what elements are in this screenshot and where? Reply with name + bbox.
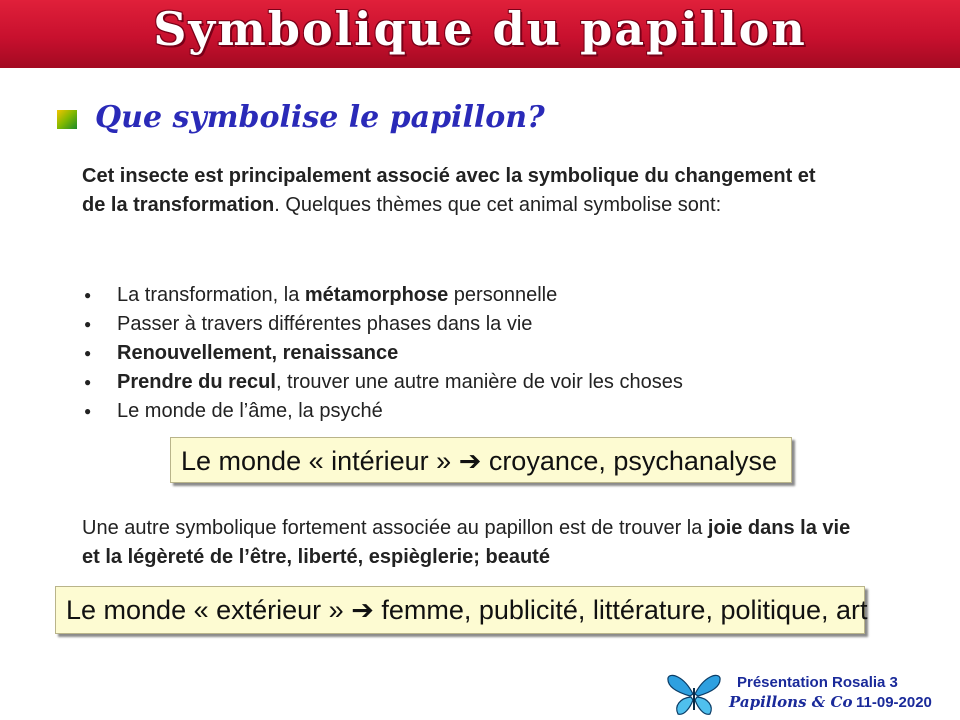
bullet-dot-icon: ● xyxy=(84,404,92,418)
theme-list xyxy=(82,281,683,426)
list-item xyxy=(82,281,683,310)
box-text: Le monde « intérieur » xyxy=(181,446,459,476)
para-text: Une autre symbolique fortement associée au papillon est de trouver la xyxy=(82,517,708,539)
box-text: croyance, psychanalyse xyxy=(481,446,777,476)
second-paragraph xyxy=(82,514,862,572)
inner-world-box xyxy=(170,437,792,483)
footer-presentation: Présentation Rosalia 3 xyxy=(737,674,898,691)
square-bullet-icon xyxy=(57,110,77,129)
item-bold: Renouvellement, renaissance xyxy=(117,342,399,364)
bullet-dot-icon: ● xyxy=(84,375,92,389)
list-item xyxy=(82,339,683,368)
item-text: personnelle xyxy=(448,284,558,306)
list-item xyxy=(82,397,683,426)
arrow-right-icon: ➔ xyxy=(351,595,374,625)
subheading: Que symbolise le papillon? xyxy=(95,100,545,135)
butterfly-icon xyxy=(666,672,722,718)
para-bold: joie dans la vie et la légèreté de l’être, liberté, espièglerie; beauté xyxy=(82,517,851,568)
list-item xyxy=(82,310,683,339)
box-text: femme, publicité, littérature, politique, art xyxy=(373,595,868,625)
bullet-dot-icon: ● xyxy=(84,317,92,331)
item-bold: Prendre du recul xyxy=(117,371,276,393)
item-text: Passer à travers différentes phases dans la vie xyxy=(117,313,533,335)
title-bar xyxy=(0,0,960,68)
item-bold: métamorphose xyxy=(304,284,449,306)
box-text: Le monde « extérieur » xyxy=(66,595,352,625)
intro-paragraph xyxy=(82,162,842,220)
intro-rest: . Quelques thèmes que cet animal symbolise sont: xyxy=(274,194,722,216)
footer-date: 11-09-2020 xyxy=(856,694,932,711)
list-item xyxy=(82,368,683,397)
outer-world-box xyxy=(55,586,868,634)
item-text: Le monde de l’âme, la psyché xyxy=(117,400,383,422)
intro-bold: Cet insecte est principalement associé avec la symbolique du changement et de la transformation xyxy=(82,165,816,216)
item-text: La transformation, la xyxy=(117,284,305,306)
arrow-right-icon: ➔ xyxy=(458,446,482,476)
slide-title: Symbolique du papillon xyxy=(153,2,807,56)
item-text: , trouver une autre manière de voir les choses xyxy=(275,371,683,393)
footer-brand: Papillons & Co xyxy=(729,693,853,711)
bullet-dot-icon: ● xyxy=(84,288,92,302)
bullet-dot-icon: ● xyxy=(84,346,92,360)
